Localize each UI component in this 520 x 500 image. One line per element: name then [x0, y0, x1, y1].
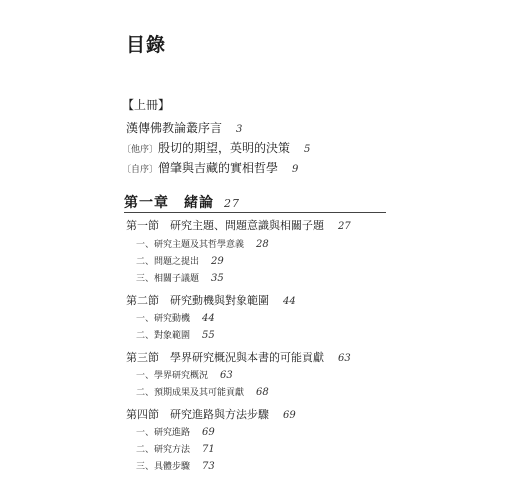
subsection-title: 三、具體步驟	[136, 462, 191, 472]
toc-entry-title: 殷切的期望，英明的決策	[158, 141, 291, 155]
subsection-entry	[136, 237, 269, 250]
subsection-title: 二、問題之提出	[136, 257, 200, 267]
section-title: 第二節 研究動機與對象範圍	[126, 294, 269, 307]
subsection-title: 一、研究主題及其哲學意義	[136, 240, 245, 250]
toc-entry	[126, 119, 242, 136]
subsection-entry	[136, 328, 215, 341]
chapter-title: 第一章 緒論	[124, 195, 214, 211]
page-title: 目錄	[126, 34, 167, 56]
subsection-page: 29	[211, 256, 224, 267]
section-page: 27	[338, 221, 351, 232]
toc-entry	[122, 159, 298, 176]
subsection-title: 二、對象範圍	[136, 331, 191, 341]
toc-entry-title: 漢傳佛教論叢序言	[126, 121, 223, 135]
toc-entry-title: 僧肇與吉藏的實相哲學	[158, 161, 279, 175]
chapter-heading	[124, 192, 240, 212]
subsection-page: 71	[202, 444, 215, 455]
section-page: 44	[283, 296, 296, 307]
section-heading	[126, 292, 296, 308]
subsection-title: 二、研究方法	[136, 445, 191, 455]
subsection-title: 三、相關子議題	[136, 274, 200, 284]
section-heading	[126, 406, 296, 422]
section-heading	[126, 217, 351, 233]
subsection-page: 44	[202, 313, 215, 324]
subsection-entry	[136, 385, 269, 398]
section-title: 第一節 研究主題、問題意識與相關子題	[126, 219, 324, 232]
chapter-divider	[124, 212, 386, 213]
subsection-entry	[136, 311, 215, 324]
subsection-entry	[136, 254, 224, 267]
toc-entry-page: 5	[304, 144, 311, 155]
section-page: 69	[283, 410, 296, 421]
subsection-page: 68	[256, 387, 269, 398]
subsection-page: 28	[256, 239, 269, 250]
preface-tag: 〔自序〕	[122, 165, 159, 175]
subsection-entry	[136, 459, 215, 472]
section-page: 63	[338, 353, 351, 364]
subsection-title: 一、學界研究概況	[136, 371, 209, 381]
toc-entry-page: 9	[292, 164, 299, 175]
part-label: 【上冊】	[122, 98, 171, 112]
subsection-entry	[136, 271, 224, 284]
preface-tag: 〔他序〕	[122, 145, 159, 155]
subsection-page: 73	[202, 461, 215, 472]
subsection-title: 一、研究進路	[136, 428, 191, 438]
subsection-page: 63	[220, 370, 233, 381]
section-title: 第四節 研究進路與方法步驟	[126, 408, 269, 421]
section-title: 第三節 學界研究概況與本書的可能貢獻	[126, 351, 324, 364]
subsection-entry	[136, 425, 215, 438]
subsection-page: 35	[211, 273, 224, 284]
subsection-page: 69	[202, 427, 215, 438]
subsection-entry	[136, 442, 215, 455]
subsection-page: 55	[202, 330, 215, 341]
subsection-title: 一、研究動機	[136, 314, 191, 324]
subsection-title: 二、預期成果及其可能貢獻	[136, 388, 245, 398]
subsection-entry	[136, 368, 233, 381]
section-heading	[126, 349, 351, 365]
toc-entry	[122, 139, 310, 156]
chapter-page: 27	[224, 197, 240, 210]
toc-entry-page: 3	[236, 124, 243, 135]
